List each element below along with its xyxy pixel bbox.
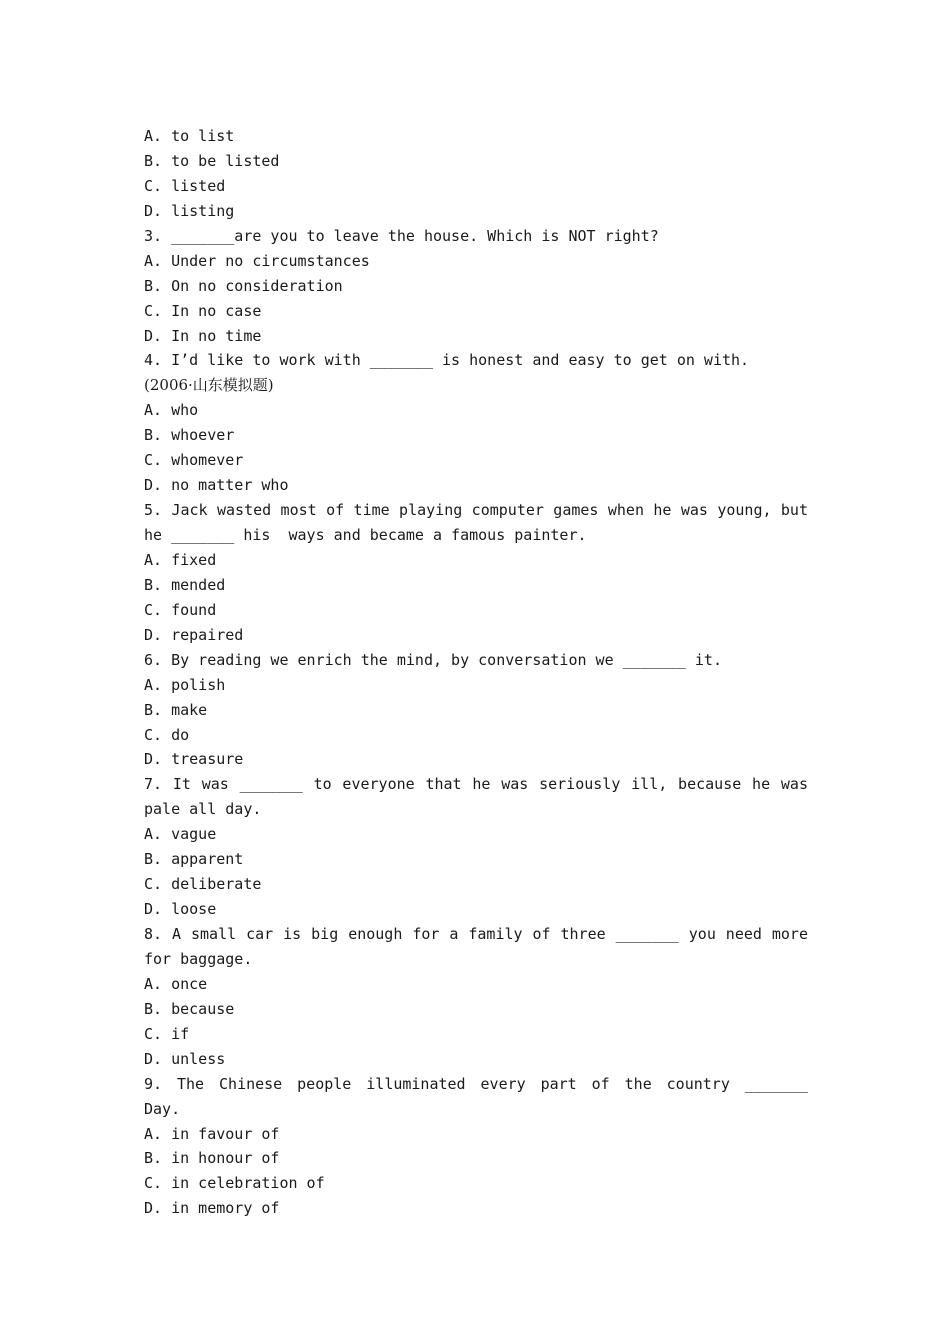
q4-option-b: B. whoever <box>144 426 235 445</box>
q9-option-a: A. in favour of <box>144 1124 280 1143</box>
q5-stem-line-1: 5. Jack wasted most of time playing computer games when he was young, but <box>144 501 808 520</box>
q7-option-a: A. vague <box>144 825 217 844</box>
q9-option-d: D. in memory of <box>144 1199 280 1218</box>
q7-stem-line-2: pale all day. <box>144 800 262 819</box>
q8-option-c: C. if <box>144 1024 190 1043</box>
q8-option-b: B. because <box>144 999 235 1018</box>
q4-option-a: A. who <box>144 401 199 420</box>
q8-option-a: A. once <box>144 974 208 993</box>
q5-option-b: B. mended <box>144 575 226 594</box>
exercise-content <box>144 124 808 1221</box>
q6-stem: 6. By reading we enrich the mind, by conversation we _______ it. <box>144 650 722 669</box>
q8-stem-line-1: 8. A small car is big enough for a family of three _______ you need more <box>144 925 808 943</box>
q2-option-d: D. listing <box>144 201 235 220</box>
q6-option-c: C. do <box>144 725 190 744</box>
q7-option-b: B. apparent <box>144 850 244 869</box>
q3-option-a: A. Under no circumstances <box>144 251 370 270</box>
q3-option-b: B. On no consideration <box>144 276 343 295</box>
q2-option-b: B. to be listed <box>144 151 280 170</box>
q8-stem-line-2: for baggage. <box>144 949 253 968</box>
q4-source: (2006·山东模拟题) <box>144 376 274 395</box>
q5-option-d: D. repaired <box>144 625 244 644</box>
q2-option-a: A. to list <box>144 127 235 145</box>
q5-option-a: A. fixed <box>144 550 217 569</box>
q4-option-d: D. no matter who <box>144 476 289 495</box>
q2-option-c: C. listed <box>144 176 226 195</box>
q7-stem-line-1: 7. It was _______ to everyone that he was seriously ill, because he was <box>144 775 808 794</box>
q4-option-c: C. whomever <box>144 451 244 470</box>
q3-option-c: C. In no case <box>144 301 262 320</box>
q9-option-b: B. in honour of <box>144 1149 280 1168</box>
q9-option-c: C. in celebration of <box>144 1174 325 1193</box>
q7-option-c: C. deliberate <box>144 875 262 894</box>
q6-option-d: D. treasure <box>144 750 244 769</box>
q4-stem: 4. I’d like to work with _______ is honest and easy to get on with. <box>144 351 750 370</box>
q8-option-d: D. unless <box>144 1049 226 1068</box>
q3-option-d: D. In no time <box>144 326 262 345</box>
q5-stem-line-2: he _______ his ways and became a famous painter. <box>144 526 587 544</box>
q9-stem-line-2: Day. <box>144 1099 181 1118</box>
q5-option-c: C. found <box>144 600 217 619</box>
q9-stem-line-1: 9. The Chinese people illuminated every part of the country _______ <box>144 1074 808 1093</box>
q6-option-b: B. make <box>144 700 208 719</box>
q3-stem: 3. _______are you to leave the house. Which is NOT right? <box>144 226 659 245</box>
q6-option-a: A. polish <box>144 675 226 694</box>
q7-option-d: D. loose <box>144 900 217 919</box>
